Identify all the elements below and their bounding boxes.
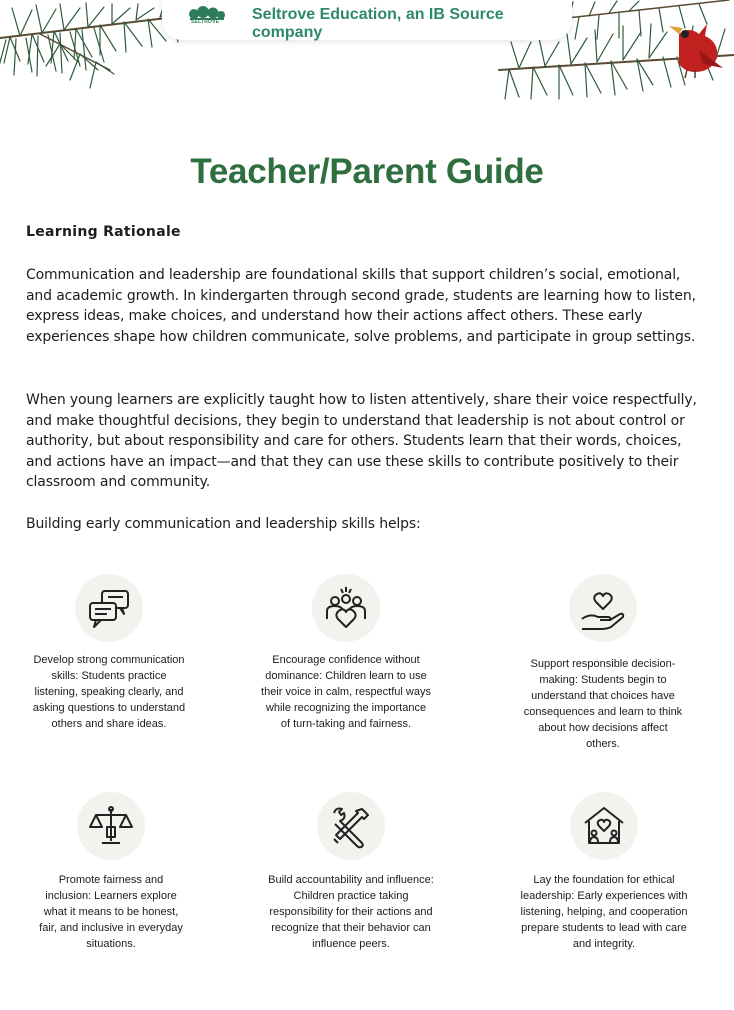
benefit-text: Lay the foundation for ethical leadership: Early experiences with listening, helping, and cooperation prepare students to lead with care and integrity. xyxy=(520,874,688,950)
seltrove-logo-icon xyxy=(186,4,226,30)
scales-icon xyxy=(77,792,145,860)
benefit-card xyxy=(246,792,456,952)
header-banner xyxy=(162,0,572,40)
benefit-card xyxy=(499,792,709,952)
tools-icon xyxy=(317,792,385,860)
hand-heart-icon xyxy=(569,574,637,642)
brand-name: Seltrove Education, an IB Source company xyxy=(252,6,504,41)
cardinal-bird-icon xyxy=(669,24,723,78)
benefit-card xyxy=(498,574,708,752)
section-heading: Learning Rationale xyxy=(26,224,181,240)
benefit-text: Support responsible decision-making: Students begin to understand that choices have consequences and learn to think about how decisions affect others. xyxy=(523,658,683,750)
paragraph-intro: Communication and leadership are foundational skills that support children’s social, emotional, and academic growth. In kindergarten through second grade, students are learning how to listen, express ideas, make choices, and understand how their actions affect others. These early experiences shape how children communicate, solve problems, and participate in group settings. xyxy=(26,267,696,345)
speech-bubbles-icon xyxy=(75,574,143,642)
benefit-text: Promote fairness and inclusion: Learners explore what it means to be honest, fair, and inclusive in everyday situations. xyxy=(39,874,183,950)
benefit-text: Develop strong communication skills: Students practice listening, speaking clearly, and asking questions to understand others and share ideas. xyxy=(32,654,186,730)
house-family-icon xyxy=(570,792,638,860)
benefit-text: Encourage confidence without dominance: Children learn to use their voice in calm, respectful ways while recognizing the importance of turn-taking and fairness. xyxy=(261,654,431,730)
logo-text: SELTROVE xyxy=(191,19,220,25)
group-heart-icon xyxy=(312,574,380,642)
benefit-card xyxy=(6,792,216,952)
benefit-text: Build accountability and influence: Children practice taking responsibility for their actions and recognize that their behavior can influence peers. xyxy=(268,874,434,950)
page-title: Teacher/Parent Guide xyxy=(190,152,544,191)
paragraph-lead-in: Building early communication and leadership skills helps: xyxy=(26,516,421,532)
benefit-card xyxy=(241,574,451,732)
paragraph-leadership: When young learners are explicitly taught how to listen attentively, share their voice respectfully, and make thoughtful decisions, they begin to understand that leadership is not about control or authority, but about responsibility and care for others. Students learn that their words, choices, and actions have an impact—and that they can use these skills to contribute positively to their classroom and community. xyxy=(26,392,697,491)
benefit-card xyxy=(4,574,214,732)
